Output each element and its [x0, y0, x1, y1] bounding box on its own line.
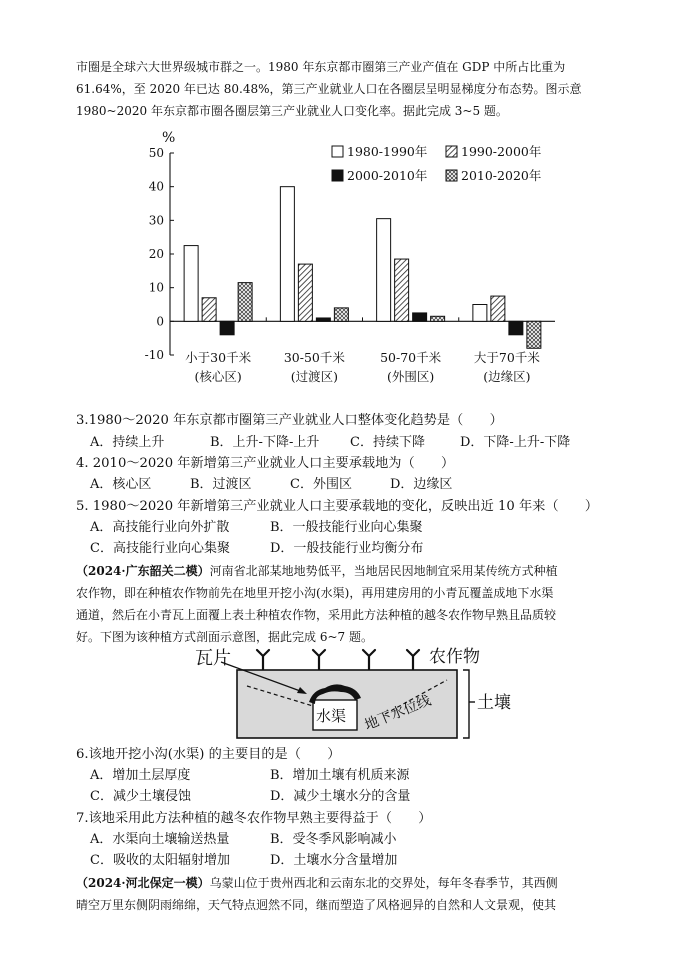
category-sublabel: (外围区) [386, 369, 435, 384]
intro-line-1: 市圈是全球六大世界级城市群之一。1980 年东京都市圈第三产业产值在 GDP 中所占比重为 [76, 60, 566, 74]
bar [473, 305, 487, 322]
employment-change-chart [130, 128, 560, 398]
bar-chart-svg [130, 128, 560, 398]
diagram-svg [185, 642, 535, 744]
category-label: 大于70千米 [473, 350, 540, 365]
q7-option-c[interactable]: C．吸收的太阳辐射增加 [90, 853, 230, 868]
intro-line-3: 1980~2020 年东京都市圈各圈层第三产业就业人口变化率。据此完成 3~5 题。 [76, 104, 508, 118]
q7-option-a[interactable]: A．水渠向土壤输送热量 [90, 832, 230, 847]
crop-icon [407, 650, 419, 669]
question-3-stem: 3.1980～2020 年东京都市圈第三产业就业人口整体变化趋势是（ ） [76, 413, 503, 428]
question-5-stem: 5. 1980～2020 年新增第三产业就业人口主要承载地的变化，反映出近 10 年来（ ） [76, 499, 599, 514]
crop-label: 农作物 [429, 647, 480, 667]
bar [220, 321, 234, 334]
y-tick-label: 20 [148, 247, 164, 261]
bar [431, 316, 445, 321]
question-4-stem: 4. 2010～2020 年新增第三产业就业人口主要承载地为（ ） [76, 456, 455, 471]
bar [238, 283, 252, 322]
q3-option-b[interactable]: B．上升-下降-上升 [210, 435, 320, 450]
y-tick-label: 0 [156, 314, 164, 329]
bar [491, 296, 505, 321]
category-label: 小于30千米 [185, 350, 252, 365]
y-axis-label: % [162, 130, 176, 146]
passage-2-source: （2024·广东韶关二模） [76, 564, 210, 578]
category-sublabel: (核心区) [194, 369, 242, 384]
legend-label: 2010-2020年 [461, 168, 542, 183]
q5-option-c[interactable]: C．高技能行业向心集聚 [90, 541, 230, 556]
y-tick-label: 30 [148, 213, 164, 228]
y-tick-label: -10 [144, 348, 164, 362]
planting-profile-diagram [185, 642, 535, 744]
q5-option-d[interactable]: D．一般技能行业均衡分布 [270, 541, 424, 556]
q3-option-d[interactable]: D．下降-上升-下降 [460, 435, 571, 450]
q4-option-a[interactable]: A．核心区 [90, 477, 152, 492]
question-6-stem: 6.该地开挖小沟(水渠) 的主要目的是（ ） [76, 747, 341, 762]
q4-option-d[interactable]: D．边缘区 [390, 477, 453, 492]
legend-label: 1990-2000年 [461, 144, 542, 159]
bar [184, 246, 198, 322]
bar [377, 219, 391, 322]
y-tick-label: 50 [148, 146, 164, 160]
bar [413, 313, 427, 321]
legend-label: 1980-1990年 [347, 144, 428, 159]
soil-bracket [463, 670, 469, 738]
category-sublabel: (边缘区) [483, 369, 531, 384]
q6-option-a[interactable]: A．增加土层厚度 [90, 768, 191, 783]
q6-option-c[interactable]: C．减少土壤侵蚀 [90, 789, 191, 804]
y-tick-label: 10 [148, 280, 164, 295]
tile-label: 瓦片 [195, 648, 231, 669]
soil-label: 土壤 [477, 693, 511, 713]
bar [316, 318, 330, 321]
bar [334, 308, 348, 321]
bar [280, 187, 294, 322]
legend-swatch [332, 170, 343, 181]
water-table-label: 地下水位线 [362, 692, 434, 734]
passage-3-source: （2024·河北保定一模） [76, 876, 210, 890]
crop-icon [313, 650, 325, 669]
passage-3-line-2: 晴空万里东侧阴雨绵绵，天气特点迥然不同，继而塑造了风格迥异的自然和人文景观，使其 [76, 898, 557, 912]
passage-2-line-3: 通道，然后在小青瓦上面覆上表土种植农作物，采用此方法种植的越冬农作物早熟且品质较 [76, 608, 557, 622]
q3-option-a[interactable]: A．持续上升 [90, 435, 165, 450]
category-sublabel: (过渡区) [290, 369, 339, 384]
q7-option-d[interactable]: D．土壤水分含量增加 [270, 853, 398, 868]
passage-3-line-1 [76, 872, 558, 894]
passage-2-line-4: 好。下图为该种植方式剖面示意图，据此完成 6~7 题。 [76, 630, 373, 644]
channel-label: 水渠 [316, 707, 347, 725]
q4-option-b[interactable]: B．过渡区 [190, 477, 252, 492]
q6-option-d[interactable]: D．减少土壤水分的含量 [270, 789, 411, 804]
crop-icons [257, 650, 419, 669]
q4-option-c[interactable]: C．外围区 [290, 477, 352, 492]
question-7-stem: 7.该地采用此方法种植的越冬农作物早熟主要得益于（ ） [76, 811, 432, 826]
legend-label: 2000-2010年 [347, 168, 428, 183]
q6-option-b[interactable]: B．增加土壤有机质来源 [270, 768, 410, 783]
bar [298, 264, 312, 321]
q5-option-b[interactable]: B．一般技能行业向心集聚 [270, 520, 423, 535]
bar [202, 298, 216, 322]
intro-line-2: 61.64%，至 2020 年已达 80.48%，第三产业就业人口在各圈层呈明显梯度分布态势。图示意 [76, 82, 582, 96]
crop-icon [257, 650, 269, 669]
bar [527, 321, 541, 348]
category-label: 50-70千米 [380, 350, 442, 365]
bar [395, 259, 409, 321]
legend-swatch [332, 146, 343, 157]
legend-swatch [446, 170, 457, 181]
bar [509, 321, 523, 334]
y-tick-label: 40 [148, 179, 164, 194]
legend-swatch [446, 146, 457, 157]
q7-option-b[interactable]: B．受冬季风影响减小 [270, 832, 397, 847]
category-label: 30-50千米 [283, 350, 345, 365]
q3-option-c[interactable]: C．持续下降 [350, 435, 425, 450]
crop-icon [363, 650, 375, 669]
passage-2-line-2: 农作物，即在种植农作物前先在地里开挖小沟(水渠)，再用建房用的小青瓦覆盖成地下水渠 [76, 586, 554, 600]
q5-option-a[interactable]: A．高技能行业向外扩散 [90, 520, 230, 535]
passage-2-line-1 [76, 560, 558, 582]
passage-3-text-1: 乌蒙山位于贵州西北和云南东北的交界处，每年冬春季节，其西侧 [209, 876, 558, 890]
passage-2-text-1: 河南省北部某地地势低平，当地居民因地制宜采用某传统方式种植 [209, 564, 558, 578]
